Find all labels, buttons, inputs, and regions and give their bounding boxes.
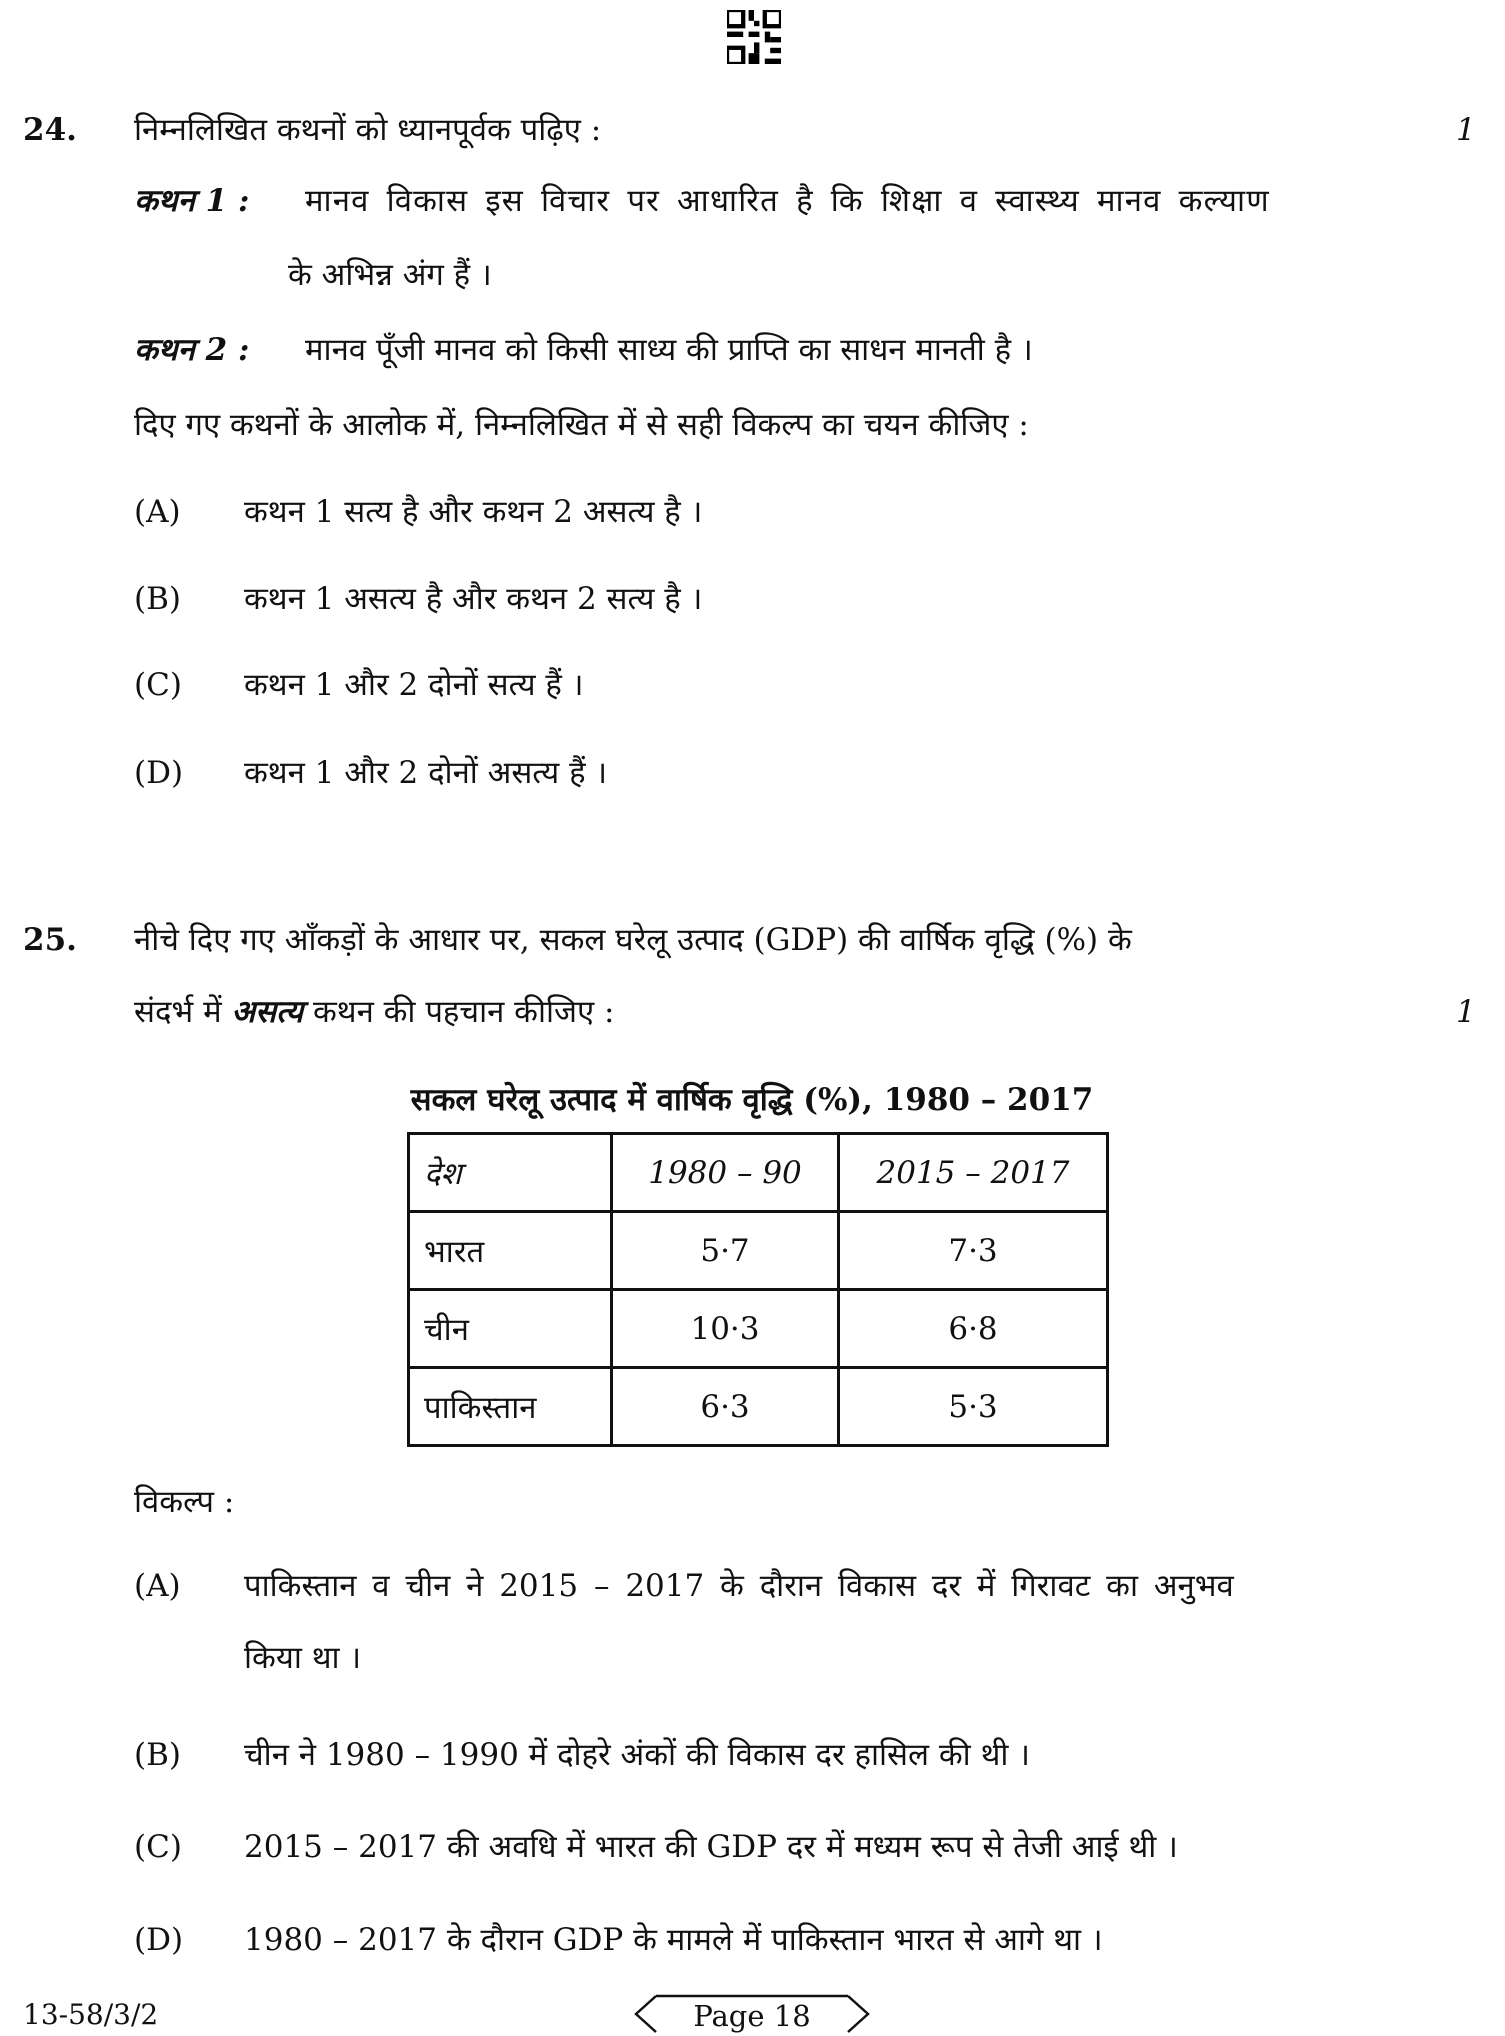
option-label: (D) <box>134 1922 184 1958</box>
option-text-cont: किया था । <box>244 1640 362 1676</box>
table-cell: 5·3 <box>839 1368 1108 1446</box>
option-label: (B) <box>134 581 181 617</box>
question-instruction: दिए गए कथनों के आलोक में, निम्नलिखित में से सही विकल्प का चयन कीजिए : <box>134 407 1029 443</box>
question-marks: 1 <box>1456 994 1476 1030</box>
table-cell: 7·3 <box>839 1212 1108 1290</box>
question-prompt: निम्नलिखित कथनों को ध्यानपूर्वक पढ़िए : <box>134 112 602 148</box>
page-number: Page 18 <box>693 1999 811 2033</box>
gdp-growth-table <box>407 1132 1109 1447</box>
option-text: कथन 1 और 2 दोनों असत्य हैं । <box>244 755 608 791</box>
statement-1-label: कथन 1 : <box>134 183 250 219</box>
table-header: देश <box>409 1134 612 1212</box>
statement-2-text: मानव पूँजी मानव को किसी साध्य की प्राप्ति का साधन मानती है । <box>305 332 1033 368</box>
option-label: (C) <box>134 1829 182 1865</box>
option-label: (A) <box>134 494 181 530</box>
question-number: 24. <box>23 112 77 148</box>
option-label: (B) <box>134 1737 181 1773</box>
option-text: कथन 1 और 2 दोनों सत्य हैं । <box>244 667 584 703</box>
table-header: 2015 – 2017 <box>839 1134 1108 1212</box>
option-text: 1980 – 2017 के दौरान GDP के मामले में पाकिस्तान भारत से आगे था । <box>244 1922 1103 1958</box>
statement-2-label: कथन 2 : <box>134 332 250 368</box>
table-title: सकल घरेलू उत्पाद में वार्षिक वृद्धि (%), 1980 – 2017 <box>410 1082 1094 1118</box>
question-prompt: नीचे दिए गए आँकड़ों के आधार पर, सकल घरेलू उत्पाद (GDP) की वार्षिक वृद्धि (%) के <box>134 922 1132 958</box>
table-cell: भारत <box>409 1212 612 1290</box>
table-row <box>409 1290 1108 1368</box>
prompt-text: कथन की पहचान कीजिए : <box>312 994 615 1030</box>
table-cell: 6·3 <box>612 1368 839 1446</box>
table-row <box>409 1212 1108 1290</box>
table-cell: पाकिस्तान <box>409 1368 612 1446</box>
qr-code-icon <box>727 10 781 64</box>
option-text: पाकिस्तान व चीन ने 2015 – 2017 के दौरान विकास दर में गिरावट का अनुभव <box>244 1568 1234 1604</box>
question-number: 25. <box>23 922 77 958</box>
option-label: (C) <box>134 667 182 703</box>
statement-1-text: मानव विकास इस विचार पर आधारित है कि शिक्षा व स्वास्थ्य मानव कल्याण <box>305 183 1270 219</box>
option-label: (D) <box>134 755 184 791</box>
option-text: कथन 1 असत्य है और कथन 2 सत्य है । <box>244 581 703 617</box>
prompt-emphasis: असत्य <box>231 994 304 1030</box>
option-label: (A) <box>134 1568 181 1604</box>
table-header: 1980 – 90 <box>612 1134 839 1212</box>
table-row <box>409 1368 1108 1446</box>
table-cell: 10·3 <box>612 1290 839 1368</box>
option-text: कथन 1 सत्य है और कथन 2 असत्य है । <box>244 494 703 530</box>
option-text: 2015 – 2017 की अवधि में भारत की GDP दर में मध्यम रूप से तेजी आई थी । <box>244 1829 1178 1865</box>
option-text: चीन ने 1980 – 1990 में दोहरे अंकों की विकास दर हासिल की थी । <box>244 1737 1031 1773</box>
question-marks: 1 <box>1456 112 1476 148</box>
prompt-text: संदर्भ में <box>134 994 222 1030</box>
question-prompt-cont <box>134 992 614 1032</box>
table-cell: 6·8 <box>839 1290 1108 1368</box>
table-header-row <box>409 1134 1108 1212</box>
paper-code: 13-58/3/2 <box>23 1998 159 2031</box>
table-cell: चीन <box>409 1290 612 1368</box>
statement-1-text-cont: के अभिन्न अंग हैं । <box>288 257 492 293</box>
table-cell: 5·7 <box>612 1212 839 1290</box>
options-heading: विकल्प : <box>134 1484 235 1520</box>
